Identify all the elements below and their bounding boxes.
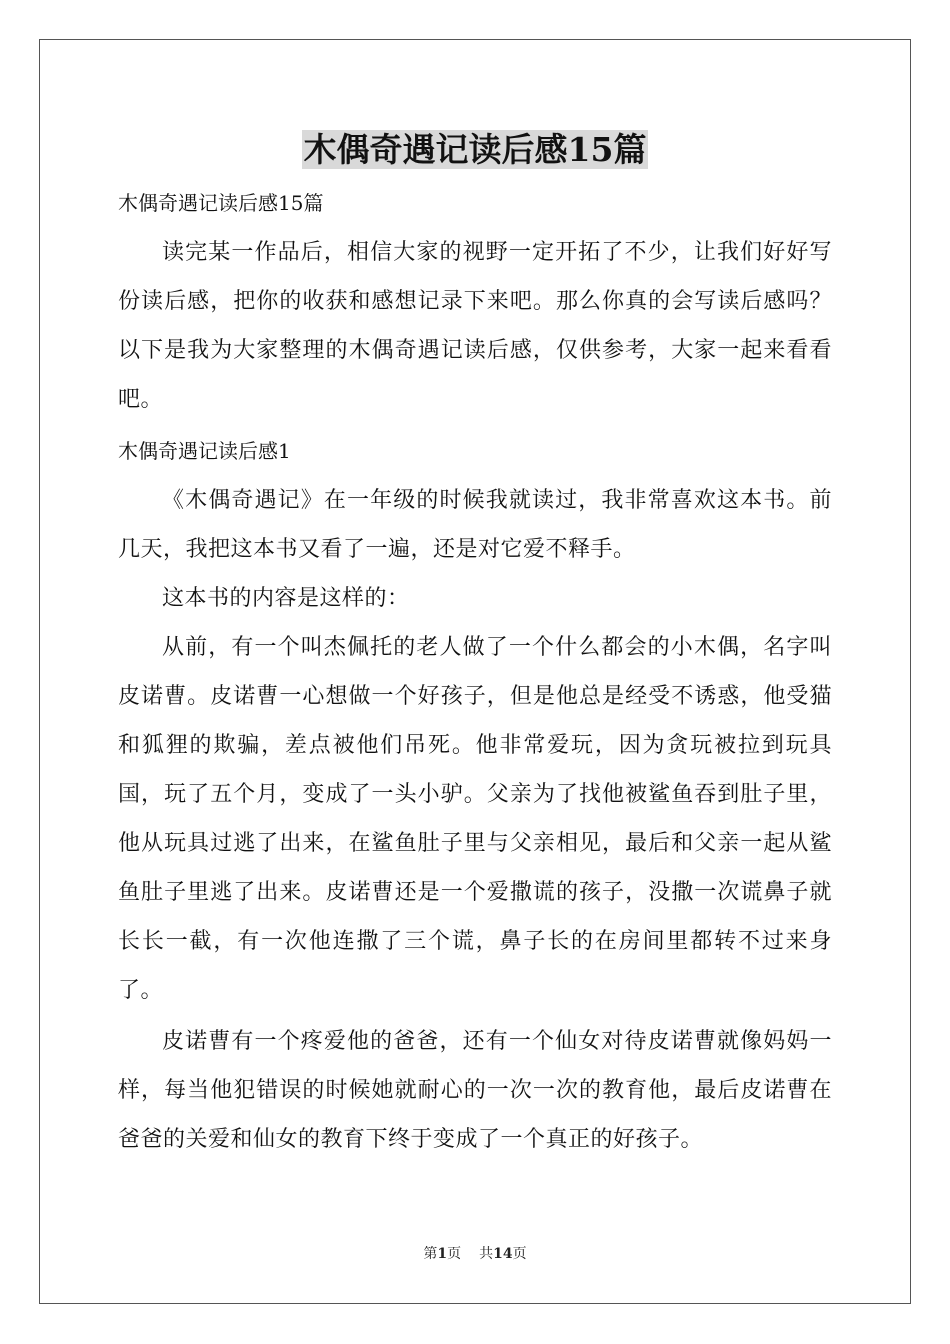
footer-total-prefix: 共: [479, 1246, 494, 1262]
document-body: [118, 124, 832, 1164]
intro-paragraph: 读完某一作品后，相信大家的视野一定开拓了不少，让我们好好写份读后感，把你的收获和感想记录下来吧。那么你真的会写读后感吗？以下是我为大家整理的木偶奇遇记读后感，仅供参考，大家一起来看看吧。: [118, 240, 832, 412]
footer-total-suffix: 页: [512, 1246, 527, 1262]
footer-total-pages: 14: [493, 1246, 513, 1262]
body-paragraph: 《木偶奇遇记》在一年级的时候我就读过，我非常喜欢这本书。前几天，我把这本书又看了一遍，还是对它爱不释手。: [118, 488, 832, 562]
body-paragraph: 皮诺曹有一个疼爱他的爸爸，还有一个仙女对待皮诺曹就像妈妈一样，每当他犯错误的时候她就耐心的一次一次的教育他，最后皮诺曹在爸爸的关爱和仙女的教育下终于变成了一个真正的好孩子。: [118, 1029, 832, 1152]
page-footer: [0, 1244, 950, 1264]
body-paragraph: 从前，有一个叫杰佩托的老人做了一个什么都会的小木偶，名字叫皮诺曹。皮诺曹一心想做一个好孩子，但是他总是经受不诱惑，他受猫和狐狸的欺骗，差点被他们吊死。他非常爱玩，因为贪玩被拉到玩具国，玩了五个月，变成了一头小驴。父亲为了找他被鲨鱼吞到肚子里，他从玩具过逃了出来，在鲨鱼肚子里与父亲相见，最后和父亲一起从鲨鱼肚子里逃了出来。皮诺曹还是一个爱撒谎的孩子，没撒一次谎鼻子就长长一截，有一次他连撒了三个谎，鼻子长的在房间里都转不过来身了。: [118, 635, 832, 1003]
section-heading: 木偶奇遇记读后感1: [118, 439, 291, 463]
footer-page-prefix: 第: [423, 1246, 438, 1262]
document-subtitle: 木偶奇遇记读后感15篇: [118, 191, 324, 215]
footer-page-number: 1: [437, 1246, 448, 1262]
footer-page-suffix: 页: [447, 1246, 462, 1262]
body-paragraph: 这本书的内容是这样的：: [162, 586, 410, 611]
document-title: 木偶奇遇记读后感15篇: [303, 130, 647, 169]
